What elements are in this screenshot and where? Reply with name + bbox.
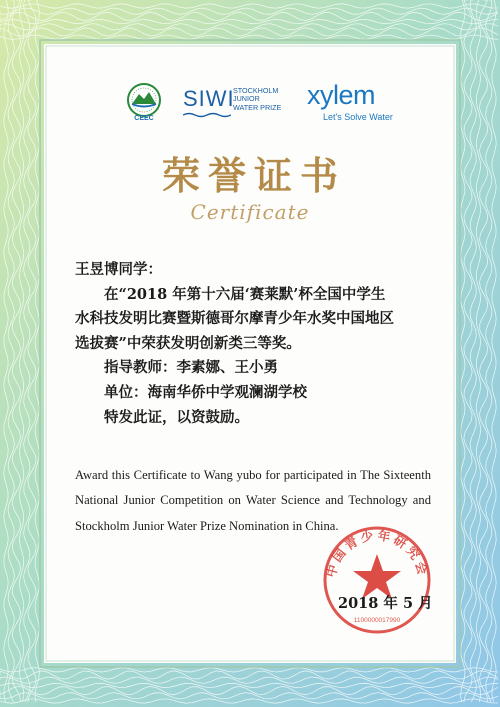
english-citation: Award this Certificate to Wang yubo for participated in The Sixteenth National Junior Competition on Water Science and Technology and Stockholm Junior Water Prize Nomination in China. [75, 468, 431, 533]
citation-line: 在“2018 年第十六届‘赛莱默’杯全国中学生 [104, 285, 386, 303]
issue-date: 2018 年 5 月 [338, 595, 433, 612]
xylem-logo [307, 82, 417, 122]
xylem-logo-word: xylem [307, 80, 376, 110]
advisor-line: 指导教师：李素娜、王小勇 [104, 359, 278, 377]
seal-number: 1100000017990 [353, 617, 401, 624]
recipient-name: 王昱博同学： [75, 261, 162, 278]
siwi-wave-icon [183, 112, 231, 118]
xylem-logo-tagline: Let's Solve Water [323, 112, 393, 122]
citation-line: 选拔赛”中荣获发明创新类三等奖。 [75, 334, 301, 352]
ceec-logo [118, 82, 170, 122]
chinese-citation [75, 258, 435, 430]
ceec-logo-text: CEEC [134, 115, 154, 122]
unit-line: 单位：海南华侨中学观澜湖学校 [104, 383, 307, 401]
logo-row [0, 80, 500, 125]
seal-organization-text: 中国青少年研究会 [322, 527, 432, 579]
certificate-title-english: Certificate [190, 200, 310, 224]
citation-line: 水科技发明比赛暨斯德哥尔摩青少年水奖中国地区 [75, 310, 394, 328]
siwi-logo-word: SIWI [183, 86, 235, 111]
certificate-title-chinese: 荣誉证书 [161, 153, 346, 198]
siwi-logo [183, 84, 293, 124]
closing-line: 特发此证，以资鼓励。 [104, 408, 249, 426]
siwi-logo-subtitle: STOCKHOLM JUNIOR WATER PRIZE [233, 86, 282, 112]
official-seal-stamp [317, 520, 437, 640]
